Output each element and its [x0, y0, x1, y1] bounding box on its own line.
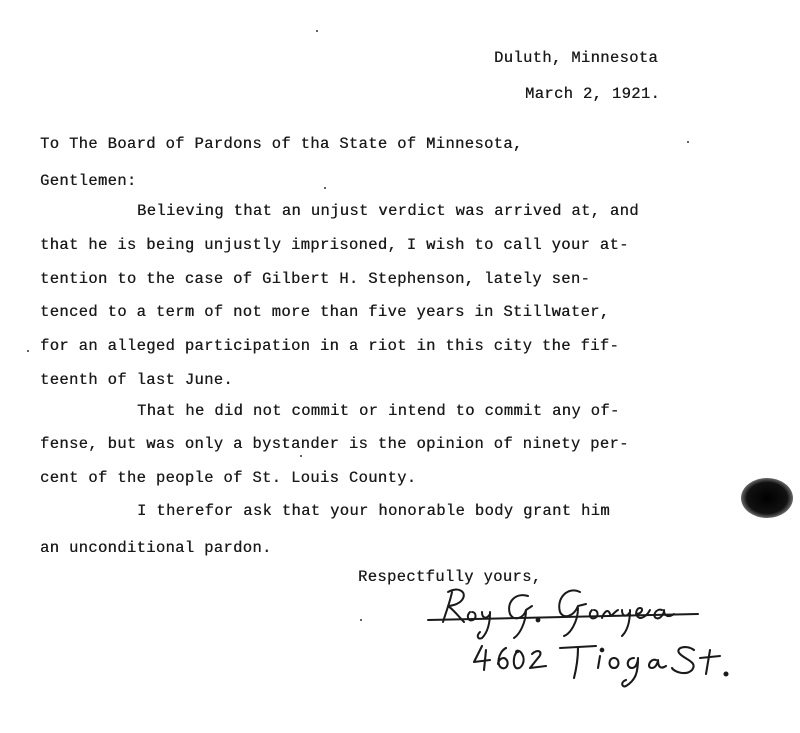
- paragraph1-line: teenth of last June.: [40, 371, 234, 389]
- paper-speck: [27, 350, 29, 352]
- letter-closing: Respectfully yours,: [358, 568, 542, 586]
- handwritten-signature: [410, 578, 750, 698]
- paragraph1-line: Believing that an unjust verdict was arrived at, and: [137, 202, 639, 220]
- paper-speck: [316, 30, 318, 32]
- ink-blot: [741, 478, 793, 518]
- paragraph1-line: that he is being unjustly imprisoned, I wish to call your at-: [40, 236, 629, 254]
- paragraph3-line: an unconditional pardon.: [40, 539, 272, 557]
- paragraph2-line: cent of the people of St. Louis County.: [40, 469, 417, 487]
- paragraph1-line: for an alleged participation in a riot in this city the fif-: [40, 337, 620, 355]
- paper-speck: [360, 619, 362, 621]
- paper-speck: [324, 187, 326, 189]
- paragraph2-line: fense, but was only a bystander is the opinion of ninety per-: [40, 435, 629, 453]
- paragraph1-line: tention to the case of Gilbert H. Stephenson, lately sen-: [40, 270, 591, 288]
- paragraph1-line: tenced to a term of not more than five years in Stillwater,: [40, 303, 610, 321]
- letter-salutation: Gentlemen:: [40, 172, 137, 190]
- paragraph2-line: That he did not commit or intend to commit any of-: [137, 402, 620, 420]
- paper-speck: [300, 455, 302, 457]
- letter-addressee: To The Board of Pardons of tha State of Minnesota,: [40, 135, 523, 153]
- letter-date: March 2, 1921.: [525, 85, 661, 103]
- letter-place: Duluth, Minnesota: [494, 49, 659, 67]
- paragraph3-line: I therefor ask that your honorable body grant him: [137, 502, 610, 520]
- paper-speck: [687, 141, 689, 143]
